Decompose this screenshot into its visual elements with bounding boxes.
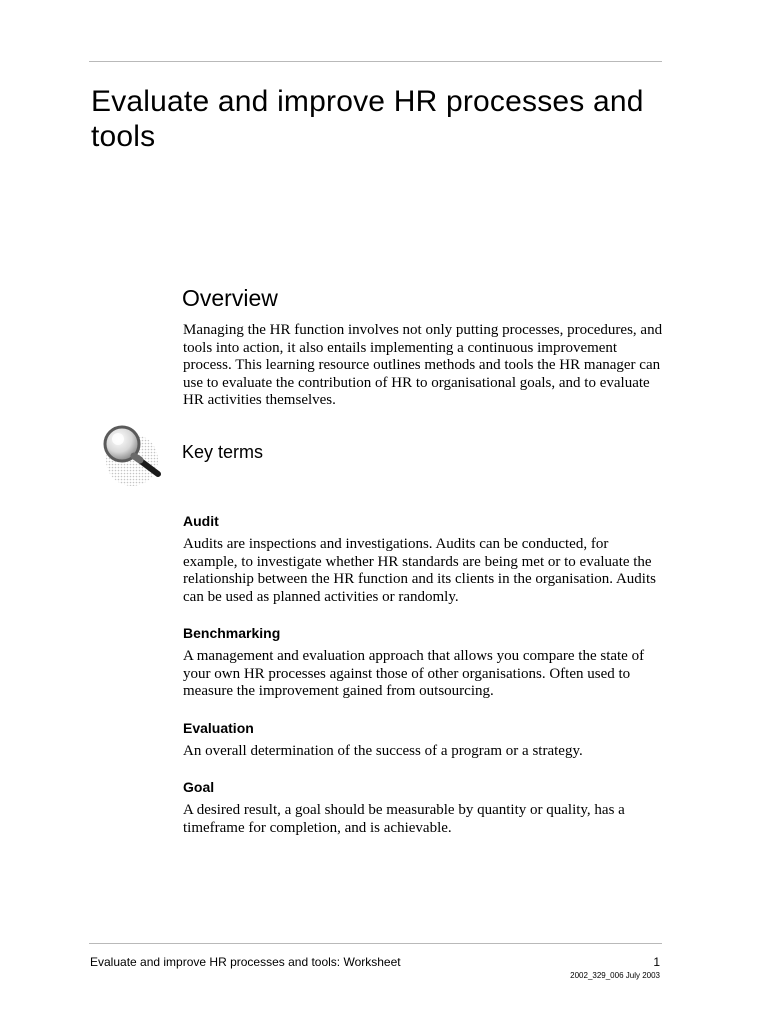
term-definition: Audits are inspections and investigations. Audits can be conducted, for example, to investigate whether HR standards are being met or to evaluate the relationship between the HR function and its clients in the organisation. Audits can be used as planned activities or randomly. [183, 536, 656, 605]
overview-heading: Overview [182, 285, 278, 311]
magnifying-glass-icon [96, 418, 168, 490]
footer-rule [89, 943, 662, 944]
term-definition: A desired result, a goal should be measurable by quantity or quality, has a timeframe for completion, and is achievable. [183, 802, 625, 836]
term-name: Goal [183, 779, 215, 795]
key-term-goal [183, 778, 663, 837]
term-name: Audit [183, 513, 219, 529]
term-name: Benchmarking [183, 625, 281, 641]
key-terms-list [183, 512, 663, 855]
overview-text: Managing the HR function involves not only putting processes, procedures, and tools into action, it also entails implementing a continuous improvement process. This learning resource outlines methods and tools the HR manager can use to evaluate the contribution of HR to organisational goals, and to evaluate HR activities themselves. [183, 322, 663, 408]
key-term-evaluation [183, 719, 663, 761]
term-name: Evaluation [183, 719, 254, 736]
key-term-audit [183, 512, 663, 606]
footer-document-title: Evaluate and improve HR processes and tools: Worksheet [90, 955, 401, 969]
document-code: 2002_329_006 July 2003 [570, 971, 660, 980]
key-terms-heading: Key terms [182, 442, 264, 462]
term-definition: An overall determination of the success of a program or a strategy. [183, 742, 583, 759]
page-number: 1 [653, 955, 660, 969]
term-definition: A management and evaluation approach that allows you compare the state of your own HR processes against those of other organisations. Often used to measure the improvement gained from outsourcing. [183, 648, 645, 699]
document-title: Evaluate and improve HR processes and tools [91, 85, 644, 153]
header-rule [89, 61, 662, 62]
key-term-benchmarking [183, 624, 663, 701]
